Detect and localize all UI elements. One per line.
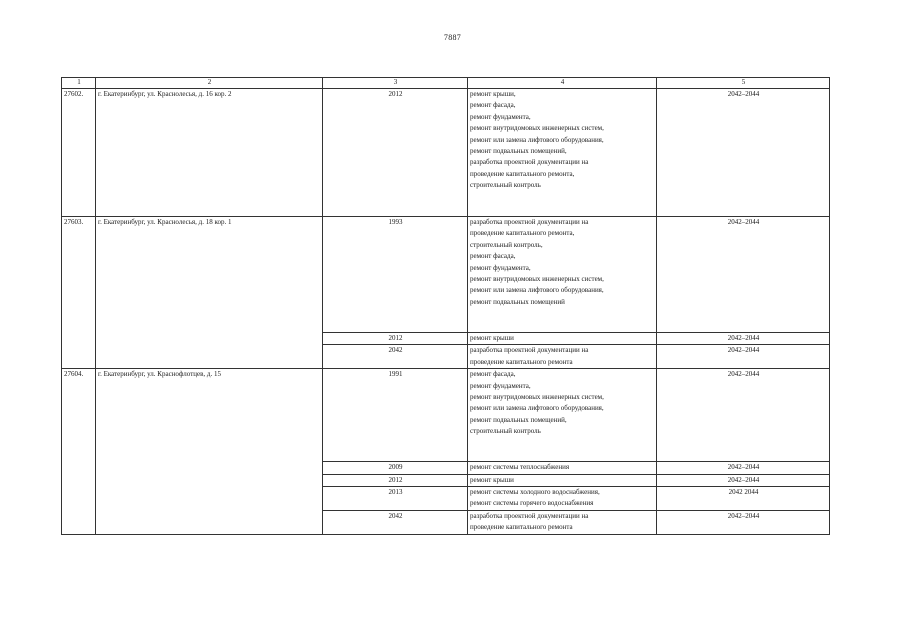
work-item: ремонт фундамента, — [470, 112, 531, 121]
work-item: ремонт системы теплоснабжения — [470, 463, 570, 472]
record-address: г. Екатеринбург, ул. Краснофлотцев, д. 15 — [96, 369, 323, 534]
work-list — [468, 89, 657, 217]
work-item: проведение капитального ремонта — [470, 357, 573, 366]
work-item: ремонт фасада, — [470, 252, 516, 261]
work-list — [468, 369, 657, 462]
work-item: ремонт фасада, — [470, 101, 516, 110]
work-year: 2012 — [323, 89, 468, 217]
planned-period: 2042–2044 — [657, 89, 830, 217]
work-item: ремонт системы холодного водоснабжения, — [470, 488, 600, 497]
work-item: разработка проектной документации на — [470, 158, 589, 167]
column-header-1: 1 — [62, 78, 96, 89]
planned-period: 2042 2044 — [657, 487, 830, 511]
column-header-5: 5 — [657, 78, 830, 89]
column-number-row — [62, 78, 830, 89]
work-list — [468, 333, 657, 345]
planned-period: 2042–2044 — [657, 462, 830, 474]
work-item: разработка проектной документации на — [470, 511, 589, 520]
column-header-2: 2 — [96, 78, 323, 89]
work-item: ремонт крыши — [470, 475, 514, 484]
column-header-3: 3 — [323, 78, 468, 89]
work-item: проведение капитального ремонта, — [470, 229, 575, 238]
work-year: 2042 — [323, 510, 468, 534]
work-item: проведение капитального ремонта — [470, 523, 573, 532]
work-item: разработка проектной документации на — [470, 346, 589, 355]
work-list — [468, 510, 657, 534]
work-year: 2013 — [323, 487, 468, 511]
work-item: строительный контроль — [470, 181, 541, 190]
work-item: ремонт системы горячего водоснабжения — [470, 499, 594, 508]
work-year: 2042 — [323, 345, 468, 369]
work-item: разработка проектной документации на — [470, 218, 589, 226]
table-row — [62, 369, 830, 462]
record-number: 27604. — [62, 369, 96, 534]
record-number: 27603. — [62, 217, 96, 369]
work-list — [468, 487, 657, 511]
work-item: ремонт крыши, — [470, 90, 516, 98]
work-year: 2009 — [323, 462, 468, 474]
work-item: ремонт или замена лифтового оборудования, — [470, 286, 604, 295]
work-item: ремонт фундамента, — [470, 263, 531, 272]
work-list — [468, 474, 657, 486]
work-item: ремонт или замена лифтового оборудования, — [470, 135, 604, 144]
work-year: 2012 — [323, 474, 468, 486]
work-year: 2012 — [323, 333, 468, 345]
work-item: проведение капитального ремонта, — [470, 169, 575, 178]
planned-period: 2042–2044 — [657, 345, 830, 369]
record-address: г. Екатеринбург, ул. Краснолесья, д. 18 кор. 1 — [96, 217, 323, 369]
work-item: ремонт фасада, — [470, 370, 516, 379]
column-header-4: 4 — [468, 78, 657, 89]
work-item: строительный контроль — [470, 427, 541, 436]
table-row — [62, 89, 830, 217]
planned-period: 2042–2044 — [657, 217, 830, 333]
work-item: ремонт крыши — [470, 334, 514, 342]
work-year: 1991 — [323, 369, 468, 462]
work-item: ремонт подвальных помещений, — [470, 147, 567, 156]
work-item: ремонт или замена лифтового оборудования, — [470, 404, 604, 413]
record-address: г. Екатеринбург, ул. Краснолесья, д. 16 кор. 2 — [96, 89, 323, 217]
work-item: строительный контроль, — [470, 240, 543, 249]
planned-period: 2042–2044 — [657, 510, 830, 534]
work-item: ремонт внутридомовых инженерных систем, — [470, 275, 604, 284]
table-row — [62, 217, 830, 333]
work-list — [468, 462, 657, 474]
work-item: ремонт внутридомовых инженерных систем, — [470, 393, 604, 402]
planned-period: 2042–2044 — [657, 474, 830, 486]
capital-repair-table — [61, 77, 830, 535]
planned-period: 2042–2044 — [657, 333, 830, 345]
work-list — [468, 345, 657, 369]
work-item: ремонт подвальных помещений, — [470, 415, 567, 424]
planned-period: 2042–2044 — [657, 369, 830, 462]
work-year: 1993 — [323, 217, 468, 333]
work-item: ремонт подвальных помещений — [470, 297, 565, 306]
work-item: ремонт внутридомовых инженерных систем, — [470, 124, 604, 133]
page-number: 7887 — [443, 33, 462, 42]
work-item: ремонт фундамента, — [470, 381, 531, 390]
work-list — [468, 217, 657, 333]
record-number: 27602. — [62, 89, 96, 217]
